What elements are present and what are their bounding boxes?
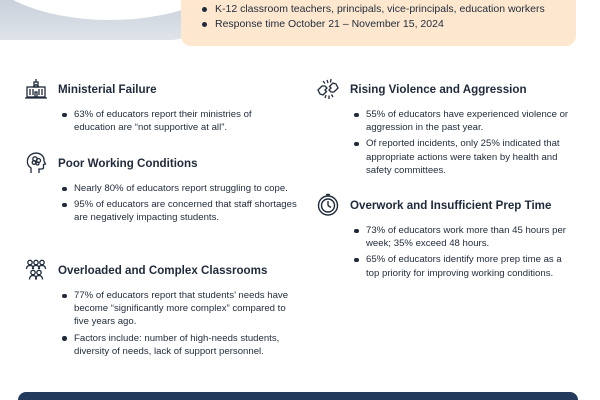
clock-icon xyxy=(316,193,340,217)
section-rising-violence xyxy=(316,76,586,180)
bullet-item: 55% of educators have experienced violence or aggression in the past year. xyxy=(366,108,576,134)
group-people-icon xyxy=(24,258,48,282)
fighting-hands-icon xyxy=(316,77,340,101)
bullet-item: Of reported incidents, only 25% indicated that appropriate actions were taken by health and safety committees. xyxy=(366,137,576,177)
section-ministerial-failure xyxy=(24,76,294,137)
bullet-item: 95% of educators are concerned that staff shortages are negatively impacting students. xyxy=(74,198,299,224)
footer-bar xyxy=(18,392,578,400)
section-title: Overloaded and Complex Classrooms xyxy=(58,263,268,277)
bullet-item: 73% of educators work more than 45 hours per week; 35% exceed 48 hours. xyxy=(366,224,571,250)
section-title: Overwork and Insufficient Prep Time xyxy=(350,198,552,212)
survey-info-item: K-12 classroom teachers, principals, vice-principals, education workers xyxy=(215,2,562,17)
bullet-item: Nearly 80% of educators report struggling to cope. xyxy=(74,182,299,195)
bullet-item: 63% of educators report their ministries of education are “not supportive at all”. xyxy=(74,108,274,134)
section-title: Ministerial Failure xyxy=(58,82,157,96)
bullet-item: Factors include: number of high-needs students, diversity of needs, lack of support personnel. xyxy=(74,332,292,358)
parliament-building-icon xyxy=(24,77,48,101)
survey-info-item: Response time October 21 – November 15, 2024 xyxy=(215,17,562,32)
head-brain-icon xyxy=(24,151,48,175)
bullet-item: 77% of educators report that students’ needs have become “significantly more complex” compared to five years ago. xyxy=(74,289,292,329)
section-title: Rising Violence and Aggression xyxy=(350,82,527,96)
section-overloaded-classrooms xyxy=(24,257,299,361)
section-title: Poor Working Conditions xyxy=(58,156,198,170)
header-photo xyxy=(0,0,210,40)
bullet-item: 65% of educators identify more prep time as a top priority for improving working conditions. xyxy=(366,253,571,279)
section-poor-working-conditions xyxy=(24,150,299,228)
survey-info-box xyxy=(181,0,576,46)
section-overwork-prep-time xyxy=(316,192,596,283)
